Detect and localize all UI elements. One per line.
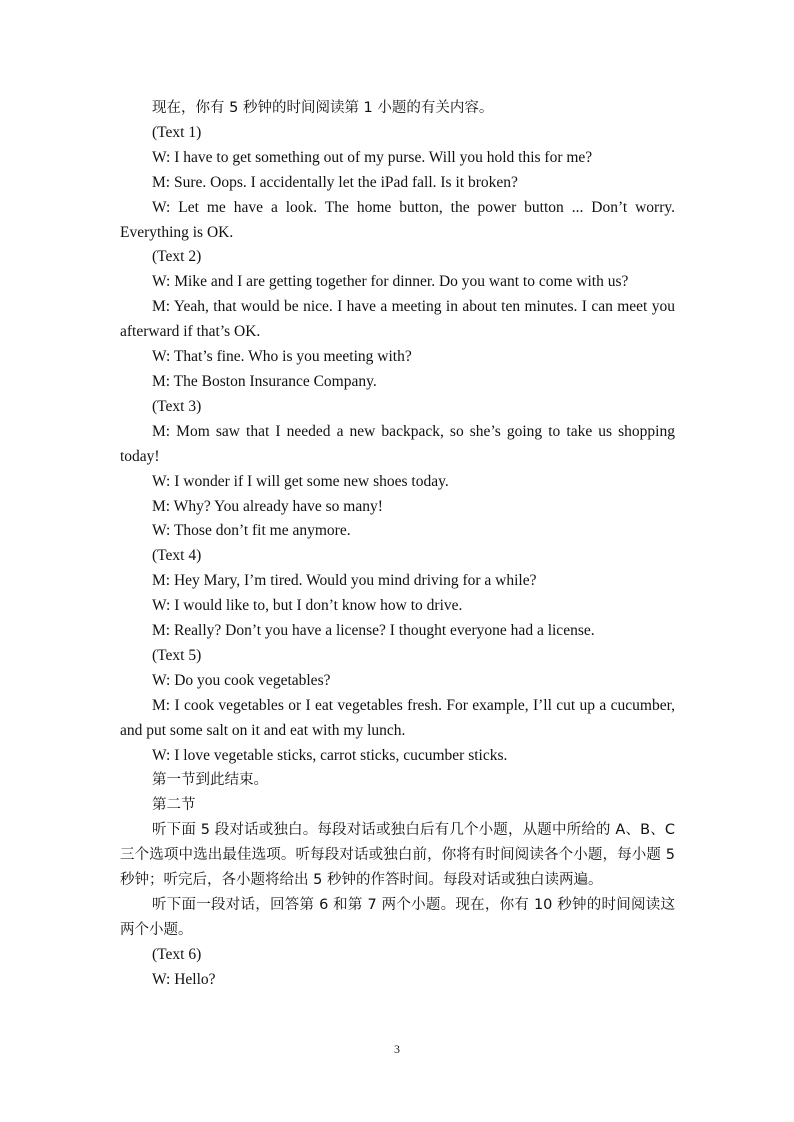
paragraph: 第二节 — [152, 797, 196, 814]
paragraph: 听下面一段对话，回答第 6 和第 7 两个小题。现在，你有 10 秒钟的时间阅读这两个小题。 — [120, 897, 675, 938]
paragraph: W: I have to get something out of my purse. Will you hold this for me? — [152, 148, 593, 166]
paragraph: 第一节到此结束。 — [152, 772, 268, 789]
paragraph: M: The Boston Insurance Company. — [152, 372, 377, 390]
paragraph: M: Yeah, that would be nice. I have a meeting in about ten minutes. I can meet you afterward if that’s OK. — [120, 298, 675, 341]
paragraph: (Text 6) — [152, 945, 202, 963]
paragraph: (Text 1) — [152, 123, 202, 141]
paragraph: M: Sure. Oops. I accidentally let the iPad fall. Is it broken? — [152, 173, 518, 191]
paragraph: W: Do you cook vegetables? — [152, 671, 331, 689]
paragraph: (Text 4) — [152, 547, 202, 565]
paragraph: M: Mom saw that I needed a new backpack, so she’s going to take us shopping today! — [120, 422, 675, 465]
paragraph: W: Let me have a look. The home button, the power button ... Don’t worry. Everything is OK. — [120, 198, 675, 241]
paragraph: M: Why? You already have so many! — [152, 497, 383, 515]
paragraph: W: I love vegetable sticks, carrot sticks, cucumber sticks. — [152, 746, 508, 764]
paragraph: (Text 2) — [152, 248, 202, 266]
paragraph: 听下面 5 段对话或独白。每段对话或独白后有几个小题，从题中所给的 A、B、C 三个选项中选出最佳选项。听每段对话或独白前，你将有时间阅读各个小题，每小题 5 秒钟；听完后，各小题将给出 5 秒钟的作答时间。每段对话或独白读两遍。 — [120, 822, 675, 889]
page-number: 3 — [394, 1042, 400, 1056]
paragraph: W: Those don’t fit me anymore. — [152, 522, 351, 540]
paragraph: W: Mike and I are getting together for dinner. Do you want to come with us? — [152, 273, 629, 291]
paragraph: 现在，你有 5 秒钟的时间阅读第 1 小题的有关内容。 — [152, 100, 494, 116]
paragraph: M: Really? Don’t you have a license? I thought everyone had a license. — [152, 622, 595, 640]
paragraph: W: Hello? — [152, 970, 216, 988]
paragraph: W: I wonder if I will get some new shoes today. — [152, 472, 449, 490]
paragraph: (Text 5) — [152, 646, 202, 664]
paragraph: (Text 3) — [152, 397, 202, 415]
document-body — [120, 96, 675, 993]
paragraph: W: I would like to, but I don’t know how to drive. — [152, 597, 463, 615]
paragraph: M: Hey Mary, I’m tired. Would you mind driving for a while? — [152, 572, 537, 590]
paragraph: M: I cook vegetables or I eat vegetables fresh. For example, I’ll cut up a cucumber, and put some salt on it and eat with my lunch. — [120, 696, 675, 739]
paragraph: W: That’s fine. Who is you meeting with? — [152, 348, 412, 366]
